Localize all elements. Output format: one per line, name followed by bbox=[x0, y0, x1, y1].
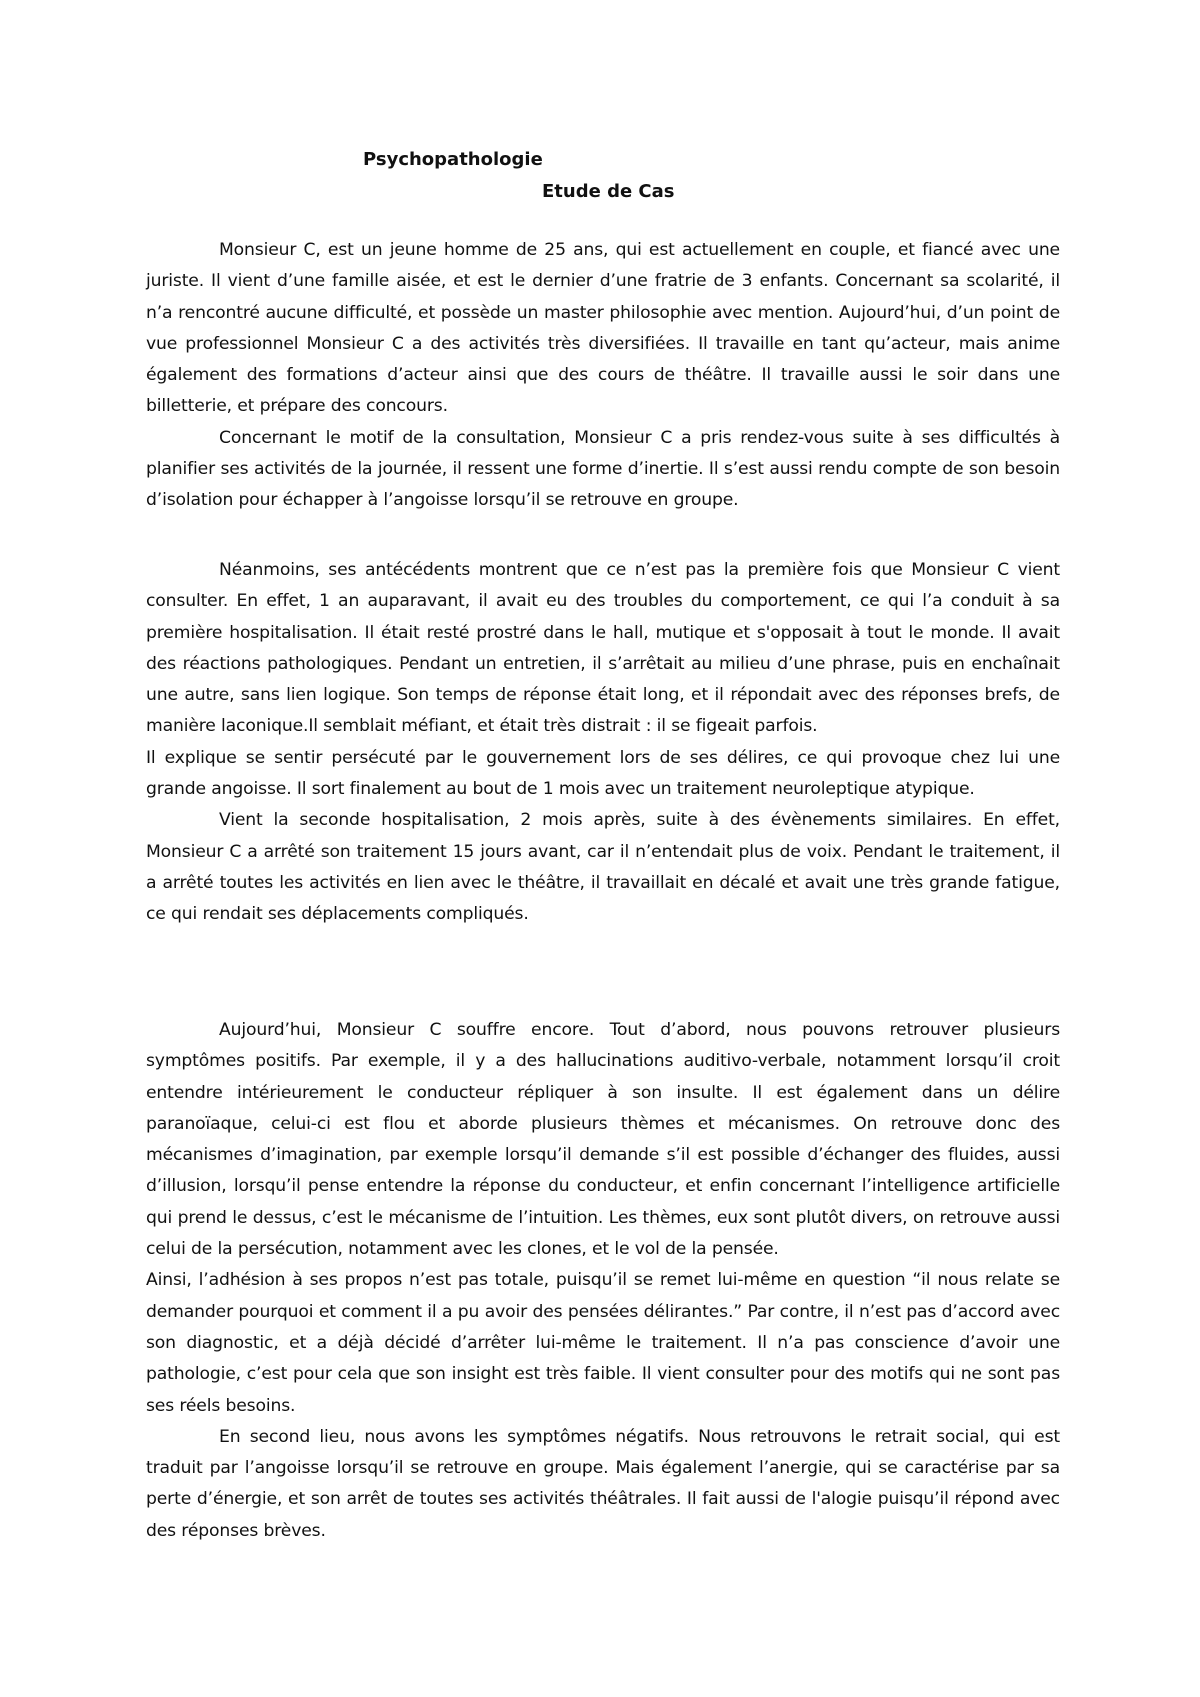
section-history bbox=[146, 555, 1060, 931]
document-subtitle: Etude de Cas bbox=[542, 181, 675, 202]
paragraph-positive-symptoms: Aujourd’hui, Monsieur C souffre encore. Tout d’abord, nous pouvons retrouver plusieurs symptômes positifs. Par exemple, il y a des hallucinations auditivo-verbale, notamment lorsqu’il croit entendre intérieurement le conducteur répliquer à son insulte. Il est également dans un délire paranoïaque, celui-ci est flou et aborde plusieurs thèmes et mécanismes. On retrouve donc des mécanismes d’imagination, par exemple lorsqu’il demande s’il est possible d’échanger des fluides, aussi d’illusion, lorsqu’il pense entendre la réponse du conducteur, et enfin concernant l’intelligence artificielle qui prend le dessus, c’est le mécanisme de l’intuition. Les thèmes, eux sont plutôt divers, on retrouve aussi celui de la persécution, notamment avec les clones, et le vol de la pensée. bbox=[146, 1020, 1060, 1260]
paragraph-insight: Ainsi, l’adhésion à ses propos n’est pas totale, puisqu’il se remet lui-même en question “il nous relate se demander pourquoi et comment il a pu avoir des pensées délirantes.” Par contre, il n’est pas d’accord avec son diagnostic, et a déjà décidé d’arrêter lui-même le traitement. Il n’a pas conscience d’avoir une pathologie, c’est pour cela que son insight est très faible. Il vient consulter pour des motifs qui ne sont pas ses réels besoins. bbox=[146, 1270, 1060, 1416]
paragraph-background: Monsieur C, est un jeune homme de 25 ans, qui est actuellement en couple, et fiancé avec une juriste. Il vient d’une famille aisée, et est le dernier d’une fratrie de 3 enfants. Concernant sa scolarité, il n’a rencontré aucune difficulté, et possède un master philosophie avec mention. Aujourd’hui, d’un point de vue professionnel Monsieur C a des activités très diversifiées. Il travaille en tant qu’acteur, mais anime également des formations d’acteur ainsi que des cours de théâtre. Il travaille aussi le soir dans une billetterie, et prépare des concours. bbox=[146, 240, 1060, 417]
section-introduction bbox=[146, 235, 1060, 517]
paragraph-antecedents: Néanmoins, ses antécédents montrent que ce n’est pas la première fois que Monsieur C vient consulter. En effet, 1 an auparavant, il avait eu des troubles du comportement, ce qui l’a conduit à sa première hospitalisation. Il était resté prostré dans le hall, mutique et s'opposait à tout le monde. Il avait des réactions pathologiques. Pendant un entretien, il s’arrêtait au milieu d’une phrase, puis en enchaînait une autre, sans lien logique. Son temps de réponse était long, et il répondait avec des réponses brefs, de manière laconique.Il semblait méfiant, et était très distrait : il se figeait parfois. bbox=[146, 560, 1060, 737]
paragraph-negative-symptoms: En second lieu, nous avons les symptômes négatifs. Nous retrouvons le retrait social, qui est traduit par l’angoisse lorsqu’il se retrouve en groupe. Mais également l’anergie, qui se caractérise par sa perte d’énergie, et son arrêt de toutes ses activités théâtrales. Il fait aussi de l'alogie puisqu’il répond avec des réponses brèves. bbox=[146, 1426, 1060, 1541]
paragraph-persecution: Il explique se sentir persécuté par le gouvernement lors de ses délires, ce qui provoque chez lui une grande angoisse. Il sort finalement au bout de 1 mois avec un traitement neuroleptique atypique. bbox=[146, 747, 1060, 800]
paragraph-second-hospitalisation: Vient la seconde hospitalisation, 2 mois après, suite à des évènements similaires. En effet, Monsieur C a arrêté son traitement 15 jours avant, car il n’entendait plus de voix. Pendant le traitement, il a arrêté toutes les activités en lien avec le théâtre, il travaillait en décalé et avait une très grande fatigue, ce qui rendait ses déplacements compliqués. bbox=[146, 810, 1060, 925]
paragraph-consultation-reason: Concernant le motif de la consultation, Monsieur C a pris rendez-vous suite à ses difficultés à planifier ses activités de la journée, il ressent une forme d’inertie. Il s’est aussi rendu compte de son besoin d’isolation pour échapper à l’angoisse lorsqu’il se retrouve en groupe. bbox=[146, 427, 1060, 511]
document-title: Psychopathologie bbox=[363, 149, 543, 170]
section-current-state bbox=[146, 1015, 1060, 1547]
